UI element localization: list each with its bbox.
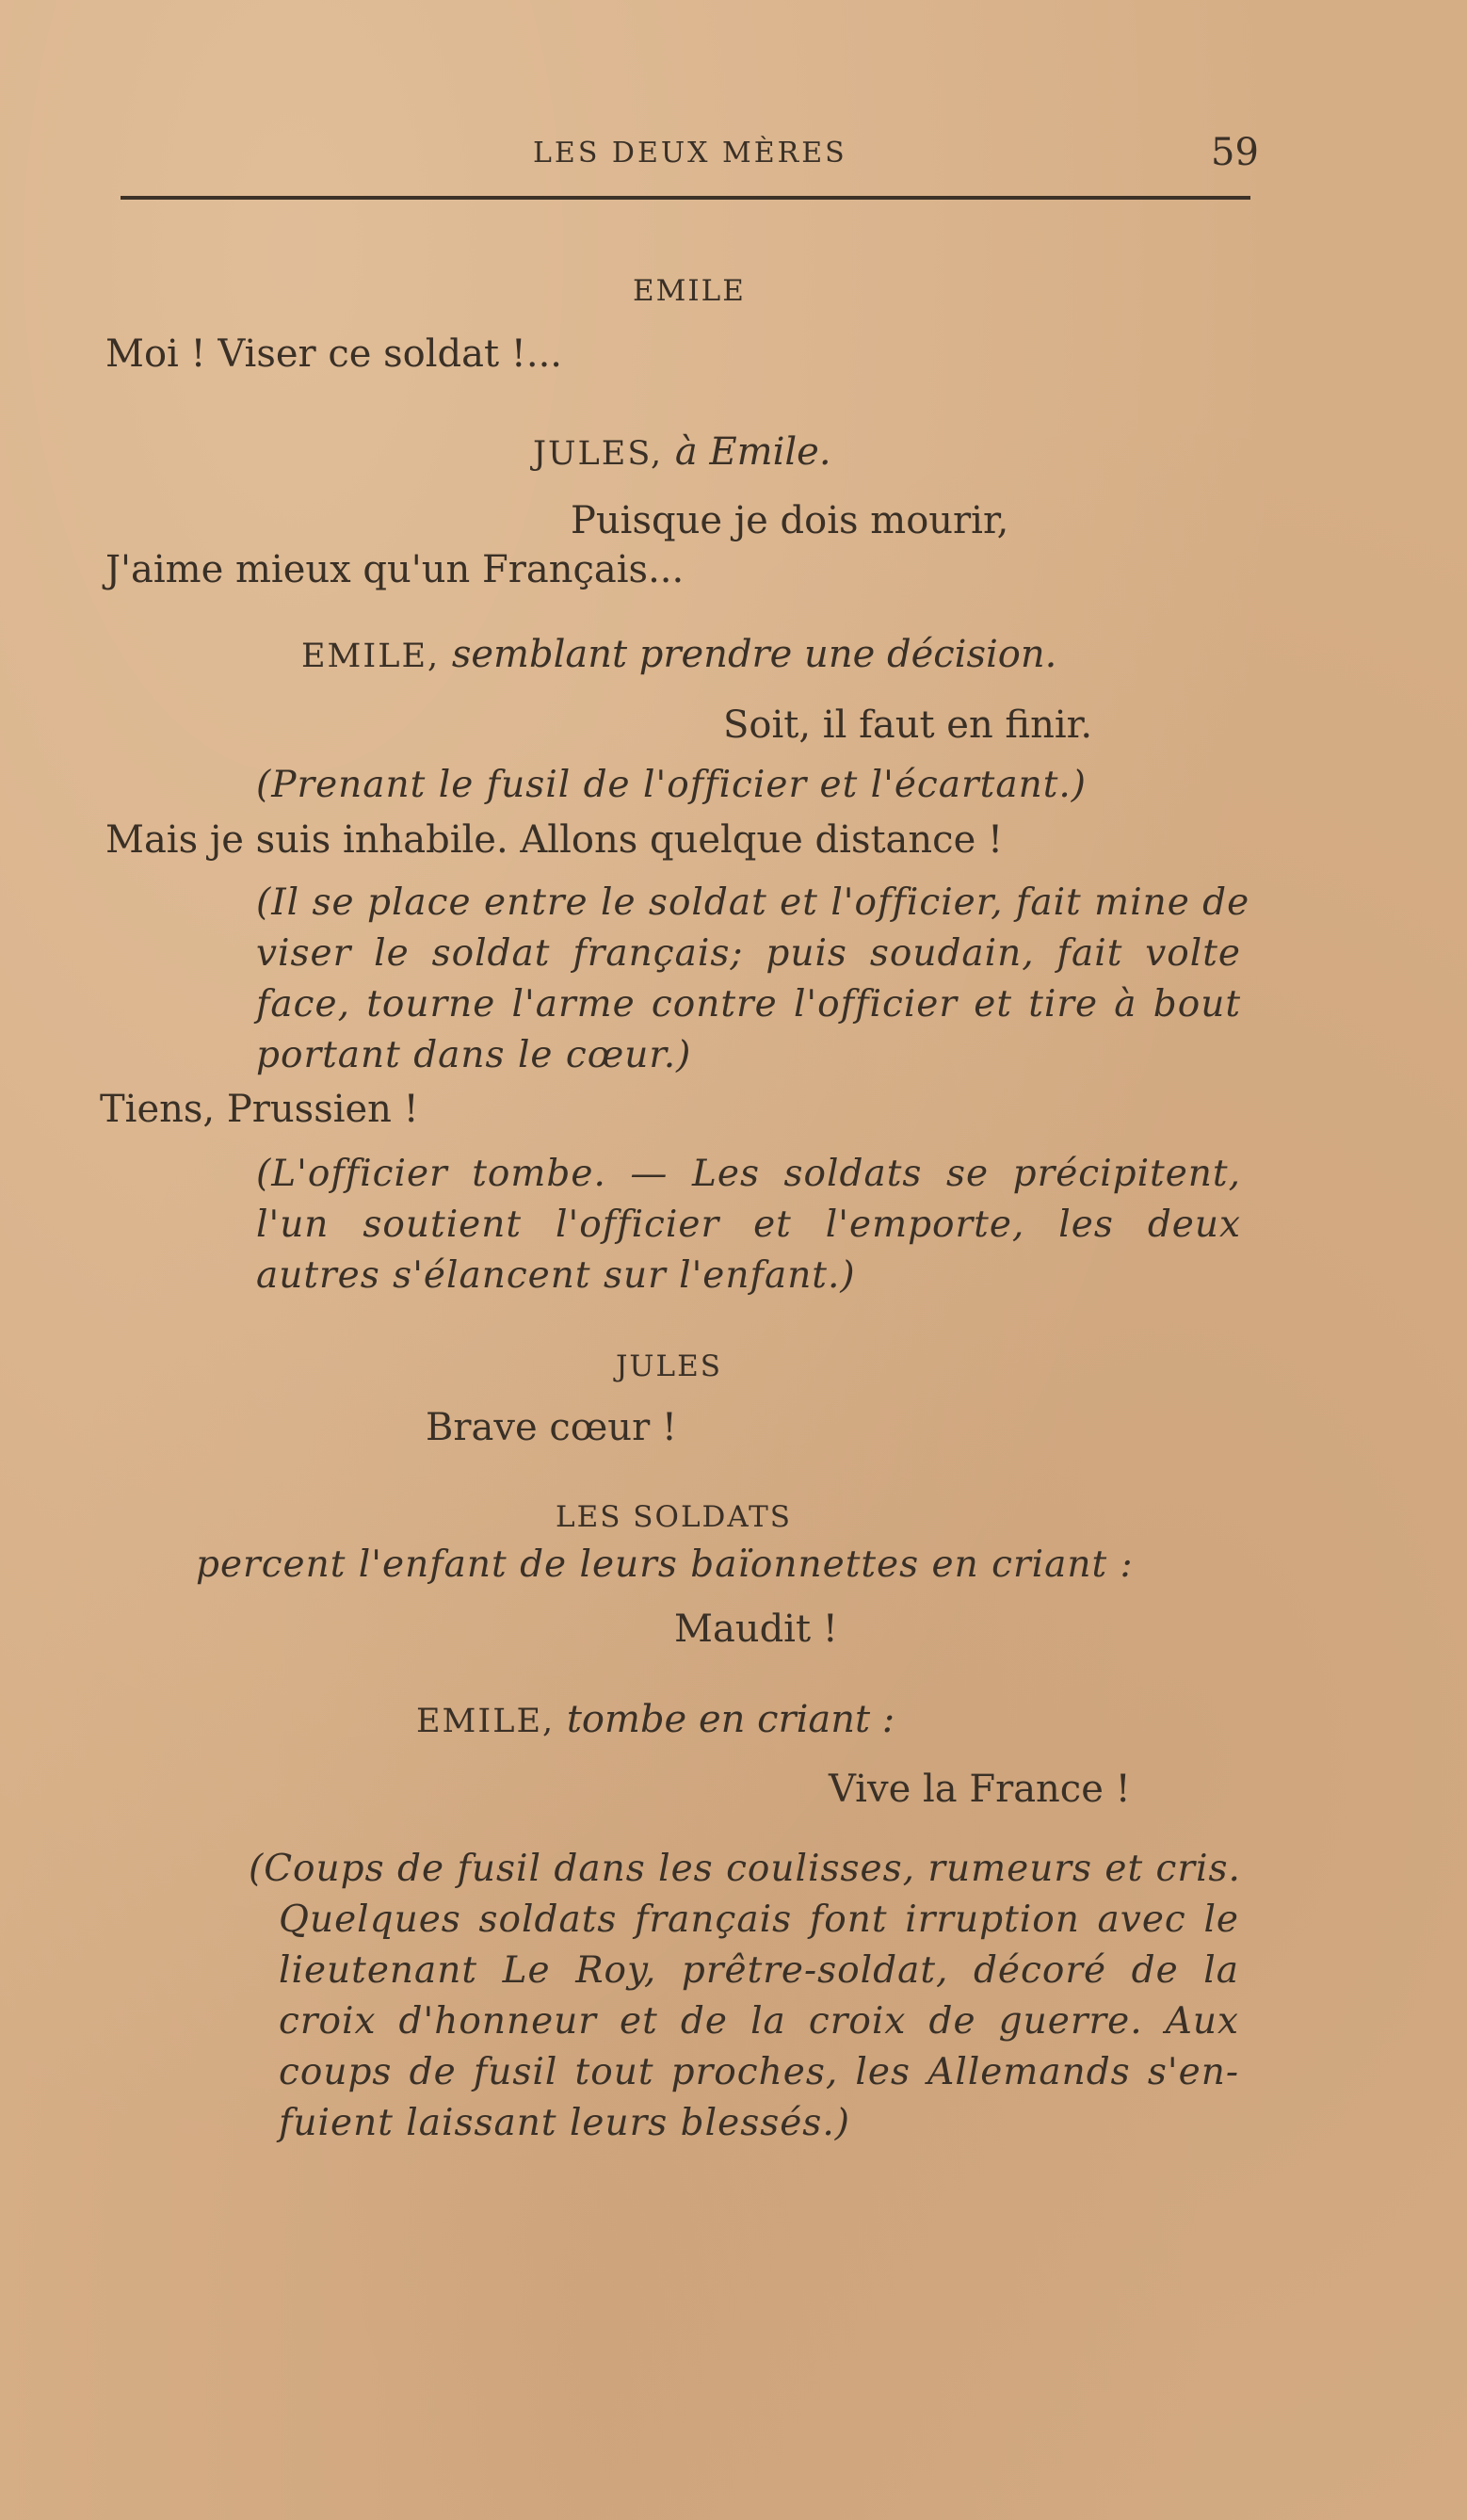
stage-line: (Coups de fusil dans les coulisses, rumeurs et cris.: [249, 1848, 1241, 1890]
speaker-emile-falling: [416, 1698, 895, 1741]
speaker-emile: EMILE: [633, 274, 746, 308]
page-number: 59: [1211, 131, 1259, 174]
stage-direction: percent l'enfant de leurs baïonnettes en criant :: [196, 1543, 1134, 1586]
dialogue-line: Soit, il faut en finir.: [723, 703, 1093, 747]
stage-line: coups de fusil tout proches, les Allemands s'en-: [279, 2051, 1239, 2093]
stage-line: viser le soldat français; puis soudain, fait volte: [256, 932, 1241, 975]
stage-line: Quelques soldats français font irruption avec le: [279, 1898, 1239, 1941]
stage-line: lieutenant Le Roy, prêtre-soldat, décoré de la: [279, 1949, 1239, 1992]
speaker-name: EMILE,: [416, 1703, 556, 1740]
stage-direction: à Emile.: [674, 430, 831, 474]
speaker-jules: JULES: [616, 1349, 723, 1383]
speaker-les-soldats: LES SOLDATS: [556, 1500, 793, 1534]
speaker-emile-deciding: [301, 633, 1057, 676]
stage-direction: tombe en criant :: [566, 1698, 895, 1741]
stage-direction-block: [256, 878, 1250, 1081]
stage-line: (L'officier tombe. — Les soldats se précipitent,: [256, 1153, 1241, 1195]
stage-line: (Il se place entre le soldat et l'officier, fait mine de: [256, 881, 1250, 924]
stage-direction: (Prenant le fusil de l'officier et l'écartant.): [256, 764, 1087, 806]
stage-line: portant dans le cœur.): [256, 1034, 692, 1076]
dialogue-line: Puisque je dois mourir,: [571, 499, 1009, 542]
dialogue-line: Tiens, Prussien !: [100, 1088, 419, 1131]
running-title: LES DEUX MÈRES: [533, 137, 847, 170]
speaker-jules-to-emile: [533, 430, 831, 474]
dialogue-line: Mais je suis inhabile. Allons quelque distance !: [105, 818, 1004, 862]
stage-direction: semblant prendre une décision.: [451, 633, 1057, 676]
stage-line: croix d'honneur et de la croix de guerre. Aux: [279, 2000, 1239, 2043]
stage-line: face, tourne l'arme contre l'officier et tire à bout: [256, 983, 1241, 1026]
header-rule: [121, 196, 1250, 200]
speaker-name: EMILE,: [301, 638, 441, 675]
dialogue-line: Moi ! Viser ce soldat !...: [105, 332, 562, 376]
stage-line: l'un soutient l'officier et l'emporte, les deux: [256, 1203, 1241, 1246]
dialogue-line: Vive la France !: [829, 1768, 1131, 1811]
stage-direction-block: [249, 1844, 1239, 2149]
dialogue-line: Maudit !: [674, 1607, 838, 1651]
speaker-name: JULES,: [533, 435, 664, 473]
dialogue-line: J'aime mieux qu'un Français...: [105, 548, 685, 591]
stage-line: fuient laissant leurs blessés.): [279, 2102, 850, 2144]
stage-direction-block: [256, 1149, 1241, 1301]
dialogue-line: Brave cœur !: [426, 1406, 677, 1449]
stage-line: autres s'élancent sur l'enfant.): [256, 1254, 856, 1297]
